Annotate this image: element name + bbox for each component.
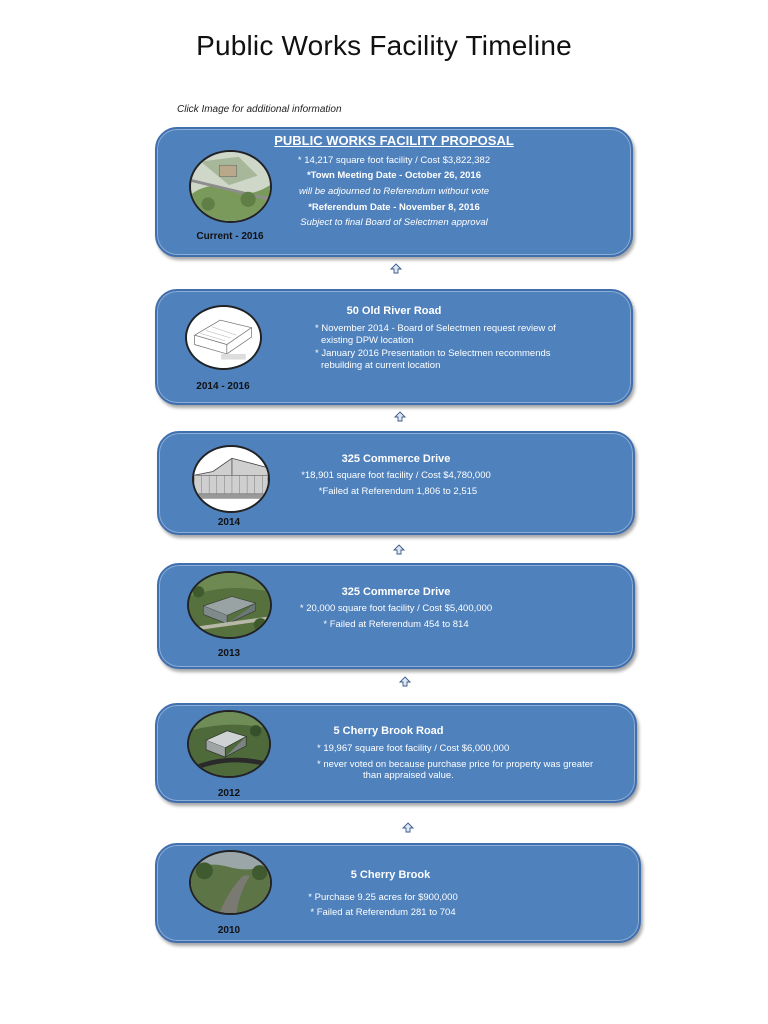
commerce-drive-drawing-image[interactable]: [192, 445, 270, 513]
cherry-brook-road-rendering-image[interactable]: [187, 710, 271, 778]
card-line: * Purchase 9.25 acres for $900,000: [308, 892, 458, 903]
card-line: than appraised value.: [363, 770, 454, 781]
card-heading: 325 Commerce Drive: [341, 586, 451, 598]
site-plan-image[interactable]: [189, 150, 272, 223]
commerce-drive-rendering-image[interactable]: [187, 571, 272, 639]
card-line: *18,901 square foot facility / Cost $4,780,000: [301, 470, 491, 481]
up-arrow-icon: [399, 676, 411, 687]
card-heading: 5 Cherry Brook Road: [333, 725, 444, 737]
year-label: 2012: [217, 788, 241, 799]
up-arrow-icon: [394, 411, 406, 422]
card-line: Subject to final Board of Selectmen approval: [300, 217, 488, 228]
card-heading: 325 Commerce Drive: [341, 453, 451, 465]
card-line: * November 2014 - Board of Selectmen request review of: [315, 323, 556, 334]
click-image-note: Click Image for additional information: [177, 104, 342, 115]
card-line: existing DPW location: [321, 335, 414, 346]
year-label: 2013: [217, 648, 241, 659]
card-line: * Failed at Referendum 454 to 814: [323, 619, 469, 630]
card-line: *Failed at Referendum 1,806 to 2,515: [318, 486, 478, 497]
card-line: * never voted on because purchase price for property was greater: [317, 759, 594, 770]
card-heading: PUBLIC WORKS FACILITY PROPOSAL: [274, 133, 514, 148]
card-heading: 50 Old River Road: [346, 305, 442, 317]
up-arrow-icon: [402, 822, 414, 833]
card-line: * 14,217 square foot facility / Cost $3,822,382: [297, 155, 491, 166]
card-line: * Failed at Referendum 281 to 704: [310, 907, 456, 918]
card-line: *Referendum Date - November 8, 2016: [308, 202, 480, 213]
card-line: will be adjourned to Referendum without vote: [298, 186, 490, 197]
building-sketch-image[interactable]: [185, 305, 262, 370]
up-arrow-icon: [390, 263, 402, 274]
card-line: * 20,000 square foot facility / Cost $5,400,000: [299, 603, 493, 614]
card-line: * January 2016 Presentation to Selectmen recommends: [315, 348, 551, 359]
year-label: 2014: [217, 517, 241, 528]
up-arrow-icon: [393, 544, 405, 555]
card-line: * 19,967 square foot facility / Cost $6,000,000: [317, 743, 510, 754]
card-line: rebuilding at current location: [321, 360, 441, 371]
card-line: *Town Meeting Date - October 26, 2016: [306, 170, 482, 181]
year-label: Current - 2016: [196, 231, 264, 242]
year-label: 2014 - 2016: [196, 381, 250, 392]
card-heading: 5 Cherry Brook: [350, 869, 431, 881]
page-title: Public Works Facility Timeline: [196, 30, 572, 61]
cherry-brook-land-photo-image[interactable]: [189, 850, 272, 915]
year-label: 2010: [217, 925, 241, 936]
